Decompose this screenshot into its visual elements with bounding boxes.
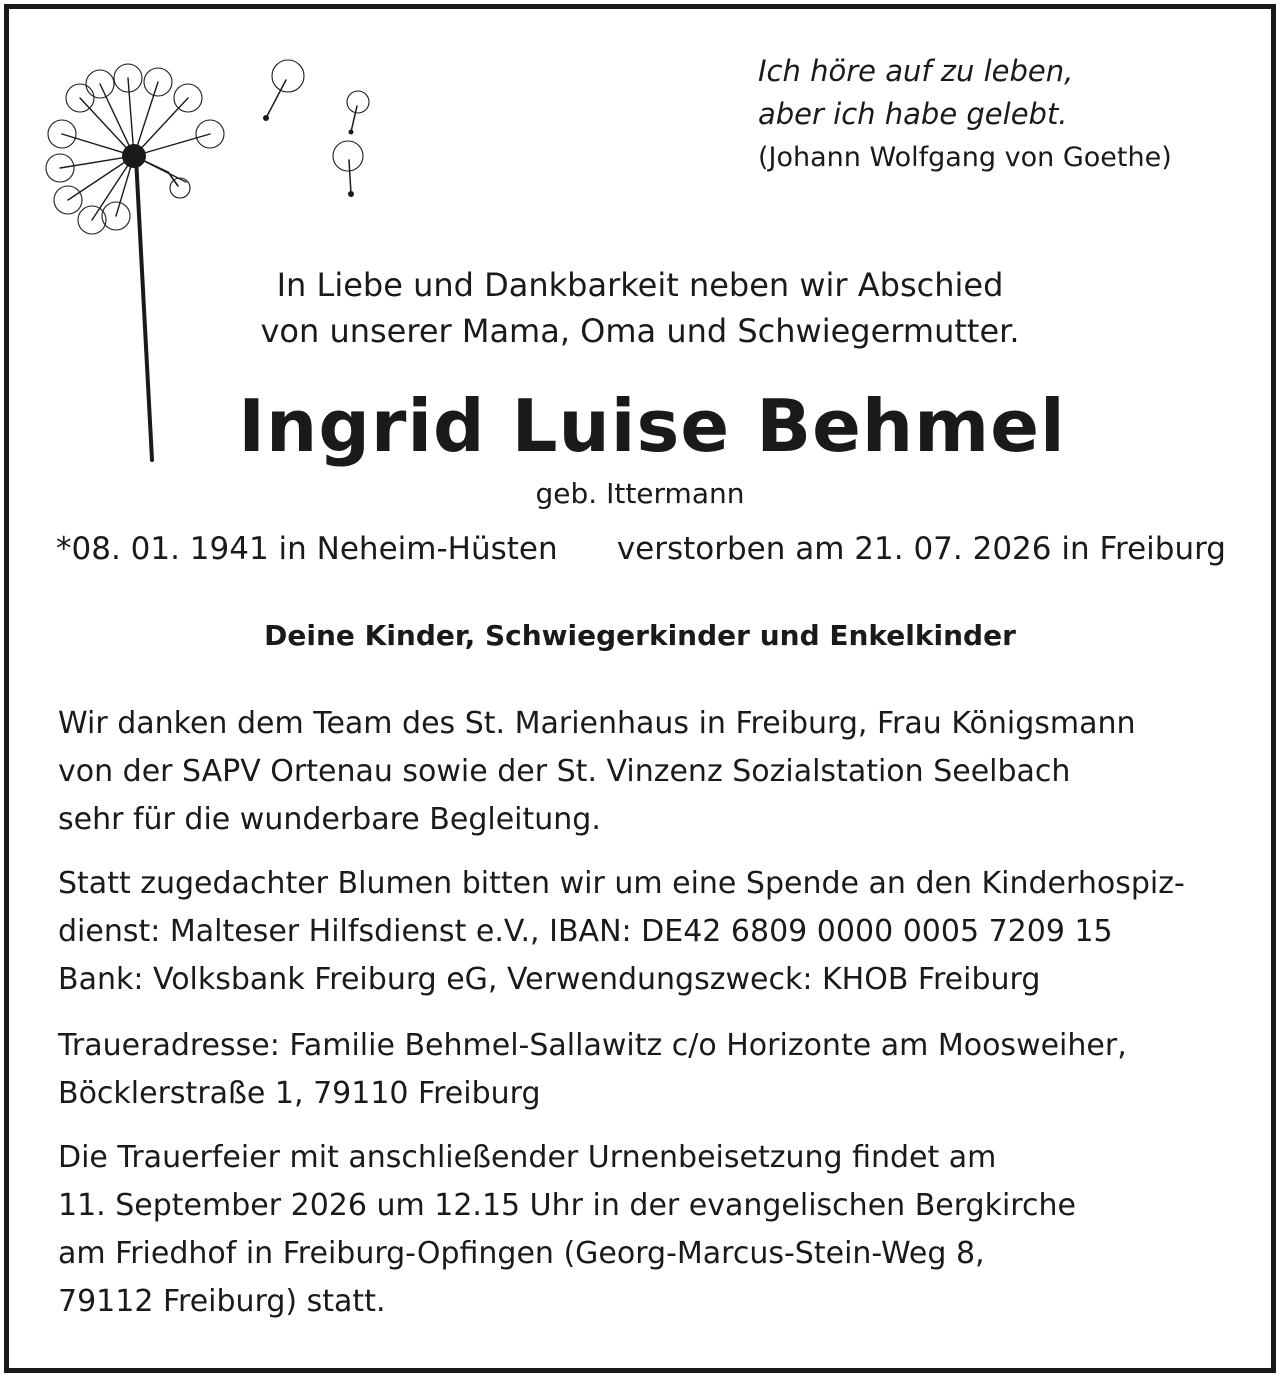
ceremony-line-1: Die Trauerfeier mit anschließender Urnenbeisetzung findet am: [58, 1140, 997, 1175]
thanks-line-1: Wir danken dem Team des St. Marienhaus in Freiburg, Frau Königsmann: [58, 706, 1136, 741]
death-date: verstorben am 21. 07. 2026 in Freiburg: [616, 531, 1226, 567]
intro-text: [0, 262, 1280, 354]
ceremony-line-3: am Friedhof in Freiburg-Opfingen (Georg-Marcus-Stein-Weg 8,: [58, 1236, 985, 1271]
thanks-paragraph: [58, 700, 1224, 844]
deceased-name: Ingrid Luise Behmel: [238, 384, 1066, 468]
birth-date: *08. 01. 1941 in Neheim-Hüsten: [56, 531, 558, 567]
thanks-line-2: von der SAPV Ortenau sowie der St. Vinzenz Sozialstation Seelbach: [58, 754, 1071, 789]
intro-line-2: von unserer Mama, Oma und Schwiegermutter.: [260, 312, 1020, 350]
donation-line-1: Statt zugedachter Blumen bitten wir um eine Spende an den Kinderhospiz-: [58, 866, 1185, 901]
quote-author: (Johann Wolfgang von Goethe): [758, 142, 1172, 173]
donation-paragraph: [58, 860, 1224, 1004]
ceremony-line-2: 11. September 2026 um 12.15 Uhr in der evangelischen Bergkirche: [58, 1188, 1076, 1223]
donation-line-2: dienst: Malteser Hilfsdienst e.V., IBAN: DE42 6809 0000 0005 7209 15: [58, 914, 1113, 949]
goethe-quote: [758, 50, 1238, 179]
quote-line-1: Ich höre auf zu leben,: [758, 54, 1074, 88]
intro-line-1: In Liebe und Dankbarkeit neben wir Abschied: [276, 266, 1004, 304]
address-line-2: Böcklerstraße 1, 79110 Freiburg: [58, 1076, 541, 1111]
life-dates: [56, 526, 1226, 572]
ceremony-paragraph: [58, 1134, 1224, 1326]
quote-line-2: aber ich habe gelebt.: [758, 97, 1068, 131]
mourning-family: Deine Kinder, Schwiegerkinder und Enkelkinder: [264, 619, 1016, 652]
thanks-line-3: sehr für die wunderbare Begleitung.: [58, 802, 601, 837]
ceremony-line-4: 79112 Freiburg) statt.: [58, 1284, 386, 1319]
address-paragraph: [58, 1022, 1224, 1118]
birth-name: geb. Ittermann: [535, 477, 745, 510]
donation-line-3: Bank: Volksbank Freiburg eG, Verwendungszweck: KHOB Freiburg: [58, 962, 1041, 997]
address-line-1: Traueradresse: Familie Behmel-Sallawitz c/o Horizonte am Moosweiher,: [58, 1028, 1127, 1063]
